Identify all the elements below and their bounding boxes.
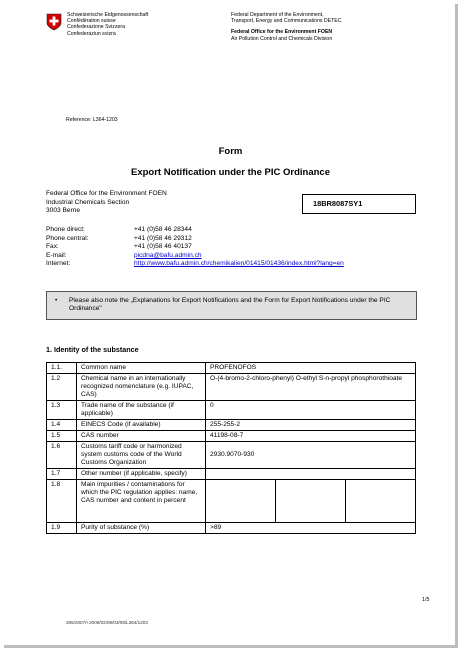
- contact-details: [46, 226, 344, 269]
- row-label: Main impurities / contaminations for which the PIC regulation applies: name, CAS number and content in percent: [77, 480, 206, 523]
- contact-label: E-mail:: [46, 251, 67, 259]
- table-row: [47, 431, 416, 442]
- office-line: Air Pollution Control and Chemicals Division: [231, 35, 333, 42]
- row-label: Chemical name in an internationally recognized nomenclature (e.g. IUPAC, CAS): [77, 374, 206, 401]
- row-number: 1.5: [47, 431, 77, 442]
- row-number: 1.4: [47, 420, 77, 431]
- impurities-grid: [206, 480, 416, 523]
- table-row: [47, 401, 416, 420]
- table-row: [47, 363, 416, 374]
- form-title: Form: [218, 146, 243, 157]
- contact-label: Fax:: [46, 243, 59, 251]
- row-label: CAS number: [77, 431, 206, 442]
- sender-line: Industrial Chemicals Section: [46, 198, 130, 206]
- confed-line: Schweizerische Eidgenossenschaft: [67, 12, 149, 18]
- row-number: 1.3: [47, 401, 77, 420]
- email-link[interactable]: picdna@bafu.admin.ch: [134, 251, 202, 259]
- table-row: [47, 442, 416, 469]
- row-value[interactable]: 41198-08-7: [206, 431, 416, 442]
- department-line: Federal Department of the Environment,: [231, 12, 324, 18]
- contact-label: Internet:: [46, 260, 71, 268]
- row-value[interactable]: >89: [206, 523, 416, 534]
- sender-line: Federal Office for the Environment FOEN: [46, 190, 167, 197]
- contact-label: Phone direct:: [46, 226, 85, 233]
- swiss-shield-icon: [46, 13, 62, 31]
- row-value[interactable]: O-(4-bromo-2-chloro-phenyl) O-ethyl S-n-propyl phosphorothioate: [206, 374, 416, 401]
- table-row: [47, 480, 416, 523]
- row-label: EINECS Code (if available): [77, 420, 206, 431]
- swiss-cross-logo: [46, 13, 62, 31]
- notice-text: Please also note the „Explanations for Export Notifications and the Form for Export Notifications under the PIC Ordinance": [69, 297, 391, 312]
- section-title: 1. Identity of the substance: [46, 345, 139, 354]
- notice-box: [46, 291, 417, 320]
- impurity-cas-cell[interactable]: [275, 480, 345, 522]
- department-line: Transport, Energy and Communications DETEC: [231, 18, 342, 25]
- row-label: Trade name of the substance (if applicable): [77, 401, 206, 420]
- notification-id-box: 18BR8087SY1: [302, 194, 416, 214]
- confederation-names: [67, 12, 187, 37]
- table-row: [47, 469, 416, 480]
- reference-number: Reference: L364-1203: [66, 117, 118, 123]
- sender-line: 3003 Berne: [46, 207, 81, 214]
- row-number: 1.9: [47, 523, 77, 534]
- table-row: [47, 374, 416, 401]
- row-number: 1.7: [47, 469, 77, 480]
- page-shadow-right: [455, 4, 458, 648]
- row-value[interactable]: PROFENOFOS: [206, 363, 416, 374]
- table-row: [47, 523, 416, 534]
- department-block: [231, 12, 421, 42]
- contact-value: +41 (0)58 46 40137: [134, 243, 192, 251]
- row-value[interactable]: 2930.9070-930: [206, 442, 416, 469]
- export-title: Export Notification under the PIC Ordinance: [131, 167, 330, 178]
- contact-value: +41 (0)58 46 28344: [134, 226, 192, 233]
- row-number: 1.6: [47, 442, 77, 469]
- impurity-name-cell[interactable]: [206, 480, 275, 522]
- internet-link[interactable]: http://www.bafu.admin.ch/chemikalien/01415/01436/index.html?lang=en: [134, 260, 344, 268]
- sender-address: [46, 190, 167, 216]
- table-row: [47, 420, 416, 431]
- contact-value: +41 (0)58 46 29312: [134, 234, 192, 242]
- row-number: 1.8: [47, 480, 77, 523]
- confed-line: Confédération suisse: [67, 18, 116, 25]
- identity-table: [46, 362, 416, 534]
- row-number: 1.1.: [47, 363, 77, 374]
- row-value[interactable]: [206, 469, 416, 480]
- confed-line: Confederaziun svizra: [67, 30, 116, 37]
- page-number: 1/5: [422, 597, 430, 603]
- row-label: Other number (if applicable, specify): [77, 469, 206, 480]
- row-value[interactable]: 255-255-2: [206, 420, 416, 431]
- impurity-content-cell[interactable]: [345, 480, 415, 522]
- confed-line: Confederazione Svizzera: [67, 24, 125, 31]
- footer-reference: 265/2007/+2009/02/09/03/06/L364/1203: [66, 620, 148, 625]
- contact-label: Phone central:: [46, 234, 89, 242]
- row-label: Customs tariff code or harmonized system customs code of the World Customs Organization: [77, 442, 206, 469]
- bullet-icon: •: [55, 297, 58, 304]
- row-label: Common name: [77, 363, 206, 374]
- office-line: Federal Office for the Environment FOEN: [231, 29, 333, 36]
- row-number: 1.2: [47, 374, 77, 401]
- row-value[interactable]: 0: [206, 401, 416, 420]
- row-label: Purity of substance (%): [77, 523, 206, 534]
